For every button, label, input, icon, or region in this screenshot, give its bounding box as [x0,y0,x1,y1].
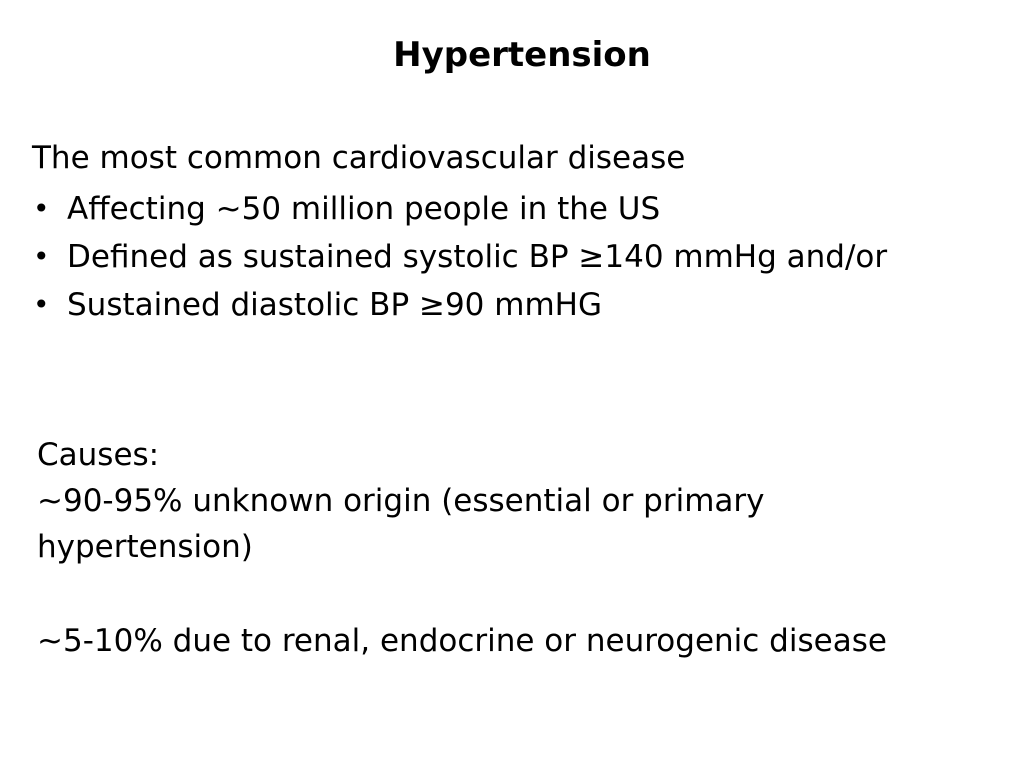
bullet-text: Sustained diastolic BP ≥90 mmHG [67,287,602,323]
slide-title: Hypertension [393,35,651,75]
causes-secondary: ~5-10% due to renal, endocrine or neurogenic disease [37,623,887,659]
bullet-icon: • [33,240,50,273]
causes-section [37,432,937,664]
causes-primary: ~90-95% unknown origin (essential or primary hypertension) [37,483,765,565]
bullet-list [32,186,932,330]
bullet-icon: • [33,288,50,321]
bullet-text: Defined as sustained systolic BP ≥140 mmHg and/or [67,239,888,275]
spacer [37,570,937,618]
bullet-item [32,282,932,328]
bullet-item [32,234,932,280]
bullet-item [32,186,932,232]
bullet-text: Affecting ~50 million people in the US [67,191,661,227]
causes-heading: Causes: [37,437,160,473]
intro-text: The most common cardiovascular disease [32,140,686,176]
bullet-icon: • [33,192,50,225]
